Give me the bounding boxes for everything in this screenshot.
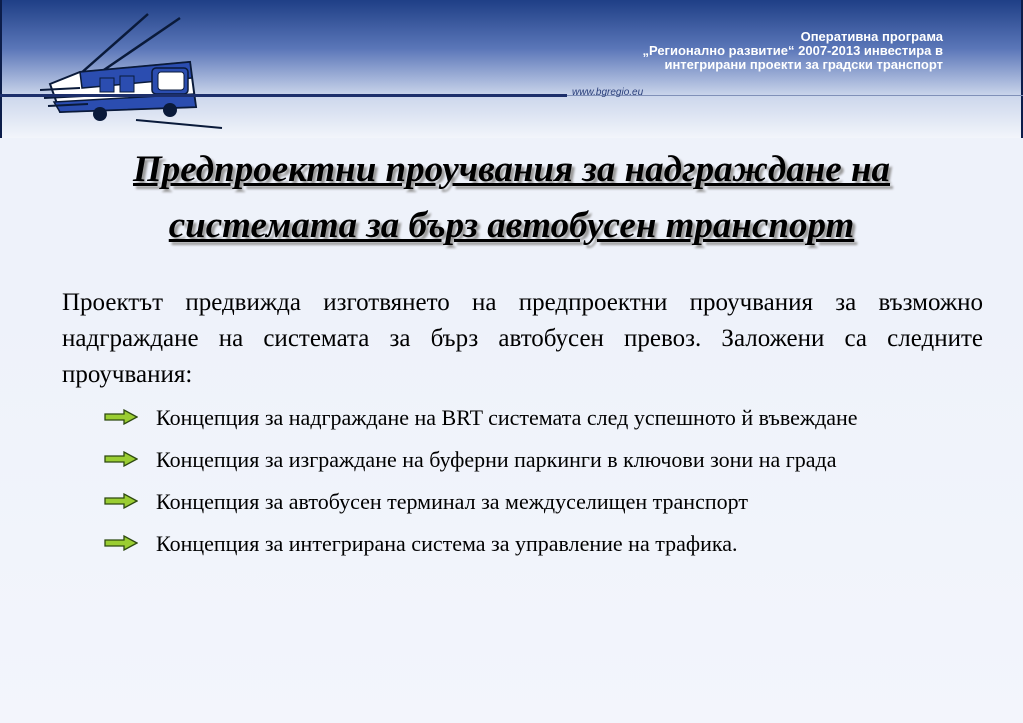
arrow-right-icon bbox=[104, 451, 138, 467]
header-banner bbox=[0, 0, 1023, 138]
arrow-right-icon bbox=[104, 535, 138, 551]
arrow-right-icon bbox=[104, 409, 138, 425]
slide-title-line-2: системата за бърз автобусен транспорт bbox=[168, 205, 855, 246]
arrow-right-icon bbox=[104, 493, 138, 509]
list-item-text: Концепция за интегрирана система за управление на трафика. bbox=[156, 531, 738, 556]
list-item bbox=[104, 523, 984, 565]
slide-title bbox=[40, 142, 983, 254]
trolleybus-icon bbox=[40, 12, 230, 132]
list-item bbox=[104, 439, 984, 481]
header-left-edge bbox=[0, 0, 2, 138]
slide-title-line-1: Предпроектни проучвания за надграждане на bbox=[132, 149, 891, 190]
list-item-text: Концепция за автобусен терминал за междуселищен транспорт bbox=[156, 489, 748, 514]
intro-paragraph: Проектът предвижда изготвянето на предпроектни проучвания за възможно надграждане на системата за бърз автобусен превоз. Заложени са следните проучвания: bbox=[62, 289, 983, 388]
list-item-text: Концепция за изграждане на буферни паркинги в ключови зони на града bbox=[156, 447, 837, 472]
program-line-2: „Регионално развитие“ 2007-2013 инвестира в bbox=[642, 43, 943, 58]
program-line-1: Оперативна програма bbox=[800, 29, 943, 44]
list-item bbox=[104, 397, 984, 439]
program-caption bbox=[642, 30, 943, 72]
list-item bbox=[104, 481, 984, 523]
list-item-text: Концепция за надграждане на BRT системата след успешното й въвеждане bbox=[156, 405, 858, 430]
website-link[interactable]: www.bgregio.eu bbox=[572, 87, 644, 98]
header-rule bbox=[0, 94, 567, 97]
program-line-3: интегрирани проекти за градски транспорт bbox=[664, 57, 943, 72]
studies-list bbox=[104, 397, 984, 565]
